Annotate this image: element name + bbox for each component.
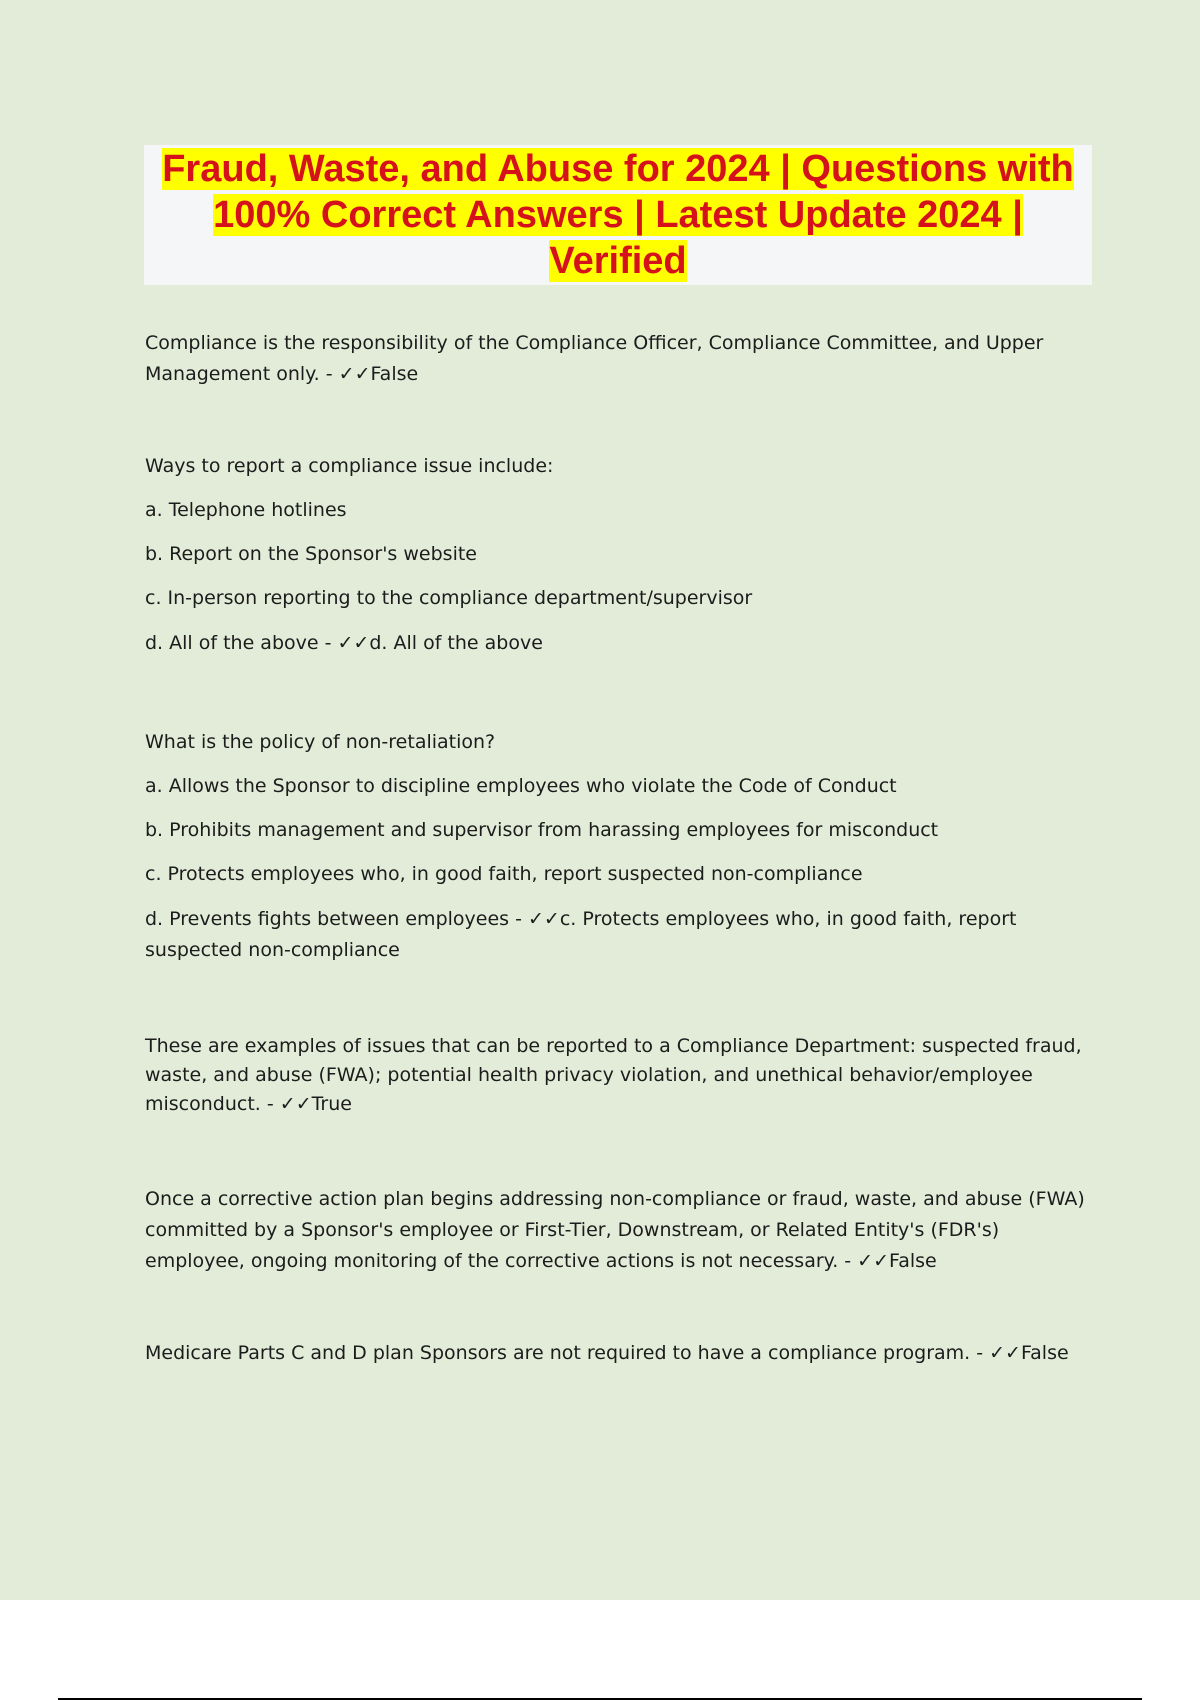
question-3-option-d: d. Prevents fights between employees - ✓✓c. Protects employees who, in good faith, report suspected non-compliance xyxy=(145,908,1017,961)
question-4-text: These are examples of issues that can be reported to a Compliance Department: suspected fraud, waste, and abuse (FWA); potential health privacy violation, and unethical behavior/employee misconduct. - ✓✓True xyxy=(145,1035,1082,1115)
question-2-option-b: b. Report on the Sponsor's website xyxy=(145,543,477,565)
question-1-text: Compliance is the responsibility of the Compliance Officer, Compliance Committee, and Upper Management only. - ✓✓False xyxy=(145,332,1044,385)
question-3 xyxy=(145,727,1100,966)
question-3-text: What is the policy of non-retaliation? xyxy=(145,731,496,753)
document-title xyxy=(144,145,1092,284)
question-2-option-d: d. All of the above - ✓✓d. All of the above xyxy=(145,632,543,654)
question-5 xyxy=(145,1184,1100,1277)
question-2 xyxy=(145,451,1100,659)
question-3-option-c: c. Protects employees who, in good faith, report suspected non-compliance xyxy=(145,863,863,885)
question-3-option-b: b. Prohibits management and supervisor from harassing employees for misconduct xyxy=(145,819,939,841)
question-1 xyxy=(145,328,1100,390)
document-title-text: Fraud, Waste, and Abuse for 2024 | Questions with 100% Correct Answers | Latest Update 2024 | Verified xyxy=(162,148,1074,282)
question-4 xyxy=(145,1032,1100,1119)
question-2-text: Ways to report a compliance issue include: xyxy=(145,455,554,477)
question-5-text: Once a corrective action plan begins addressing non-compliance or fraud, waste, and abuse (FWA) committed by a Sponsor's employee or First-Tier, Downstream, or Related Entity's (FDR's) employee, ongoing monitoring of the corrective actions is not necessary. - ✓✓False xyxy=(145,1188,1085,1272)
question-2-option-c: c. In-person reporting to the compliance department/supervisor xyxy=(145,587,753,609)
question-6-text: Medicare Parts C and D plan Sponsors are not required to have a compliance program. - ✓✓False xyxy=(145,1342,1069,1364)
question-2-option-a: a. Telephone hotlines xyxy=(145,499,347,521)
title-box xyxy=(144,145,1092,285)
question-3-option-a: a. Allows the Sponsor to discipline employees who violate the Code of Conduct xyxy=(145,775,897,797)
question-6 xyxy=(145,1338,1100,1369)
